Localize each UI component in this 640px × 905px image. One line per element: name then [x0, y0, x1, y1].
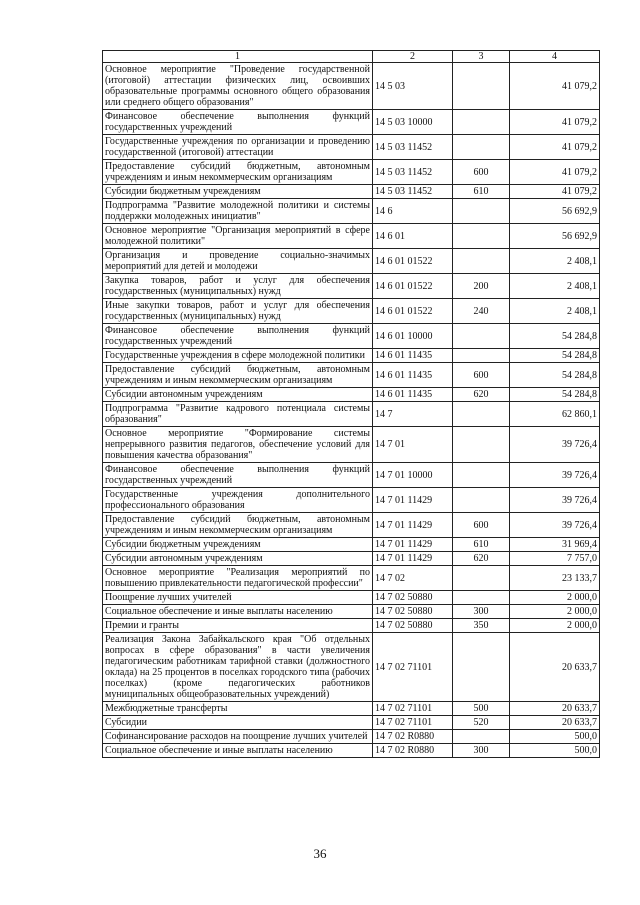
row-name-cell: Закупка товаров, работ и услуг для обеспечения государственных (муниципальных) нужд [103, 274, 373, 299]
row-code-cell: 14 6 01 [373, 224, 453, 249]
row-name-cell: Предоставление субсидий бюджетным, автономным учреждениям и иным некоммерческим организациям [103, 513, 373, 538]
row-type-cell [453, 349, 510, 363]
row-type-cell: 300 [453, 744, 510, 758]
row-code-cell: 14 7 01 11429 [373, 488, 453, 513]
row-name-cell: Государственные учреждения по организации и проведению государственной (итоговой) аттестации [103, 135, 373, 160]
row-code-cell: 14 6 01 01522 [373, 249, 453, 274]
table-row [103, 566, 600, 591]
budget-table-sheet [102, 50, 599, 758]
row-code-cell: 14 7 02 71101 [373, 702, 453, 716]
row-code-cell: 14 5 03 [373, 63, 453, 110]
row-code-cell: 14 5 03 11452 [373, 185, 453, 199]
row-amount-cell: 41 079,2 [510, 110, 600, 135]
row-amount-cell: 39 726,4 [510, 488, 600, 513]
row-type-cell [453, 135, 510, 160]
row-code-cell: 14 7 02 71101 [373, 716, 453, 730]
row-name-cell: Подпрограмма "Развитие молодежной политики и системы поддержки молодежных инициатив" [103, 199, 373, 224]
row-amount-cell: 56 692,9 [510, 199, 600, 224]
row-code-cell: 14 5 03 10000 [373, 110, 453, 135]
row-code-cell: 14 6 01 11435 [373, 349, 453, 363]
table-row [103, 160, 600, 185]
row-type-cell [453, 199, 510, 224]
table-row [103, 388, 600, 402]
table-row [103, 274, 600, 299]
table-body [103, 63, 600, 758]
row-type-cell: 200 [453, 274, 510, 299]
row-name-cell: Основное мероприятие "Организация мероприятий в сфере молодежной политики" [103, 224, 373, 249]
table-row [103, 199, 600, 224]
row-code-cell: 14 5 03 11452 [373, 160, 453, 185]
row-code-cell: 14 6 01 11435 [373, 363, 453, 388]
table-row [103, 63, 600, 110]
table-row [103, 488, 600, 513]
table-row [103, 605, 600, 619]
table-row [103, 552, 600, 566]
row-amount-cell: 7 757,0 [510, 552, 600, 566]
row-amount-cell: 39 726,4 [510, 513, 600, 538]
row-amount-cell: 500,0 [510, 744, 600, 758]
row-type-cell [453, 488, 510, 513]
row-code-cell: 14 5 03 11452 [373, 135, 453, 160]
row-amount-cell: 2 000,0 [510, 605, 600, 619]
page-number: 36 [313, 846, 327, 861]
row-name-cell: Субсидии бюджетным учреждениям [103, 185, 373, 199]
table-row [103, 702, 600, 716]
row-code-cell: 14 7 02 50880 [373, 619, 453, 633]
row-code-cell: 14 7 02 50880 [373, 605, 453, 619]
row-code-cell: 14 6 01 01522 [373, 299, 453, 324]
row-type-cell [453, 427, 510, 463]
row-amount-cell: 20 633,7 [510, 702, 600, 716]
row-name-cell: Социальное обеспечение и иные выплаты населению [103, 744, 373, 758]
row-name-cell: Иные закупки товаров, работ и услуг для обеспечения государственных (муниципальных) нужд [103, 299, 373, 324]
row-type-cell [453, 224, 510, 249]
table-row [103, 224, 600, 249]
row-name-cell: Софинансирование расходов на поощрение лучших учителей [103, 730, 373, 744]
table-row [103, 730, 600, 744]
row-type-cell: 520 [453, 716, 510, 730]
table-row [103, 716, 600, 730]
row-amount-cell: 41 079,2 [510, 135, 600, 160]
row-type-cell: 600 [453, 513, 510, 538]
row-amount-cell: 31 969,4 [510, 538, 600, 552]
row-type-cell: 300 [453, 605, 510, 619]
row-name-cell: Субсидии [103, 716, 373, 730]
row-code-cell: 14 7 02 50880 [373, 591, 453, 605]
table-row [103, 463, 600, 488]
row-name-cell: Финансовое обеспечение выполнения функций государственных учреждений [103, 463, 373, 488]
row-name-cell: Субсидии бюджетным учреждениям [103, 538, 373, 552]
row-name-cell: Основное мероприятие "Формирование системы непрерывного развития педагогов, обеспечение условий для повышения качества образования" [103, 427, 373, 463]
row-type-cell [453, 730, 510, 744]
row-code-cell: 14 7 02 [373, 566, 453, 591]
row-amount-cell: 23 133,7 [510, 566, 600, 591]
row-amount-cell: 2 408,1 [510, 299, 600, 324]
table-row [103, 324, 600, 349]
row-amount-cell: 500,0 [510, 730, 600, 744]
table-header-row [103, 51, 600, 63]
row-name-cell: Государственные учреждения дополнительного профессионального образования [103, 488, 373, 513]
row-amount-cell: 2 408,1 [510, 274, 600, 299]
row-type-cell [453, 63, 510, 110]
row-name-cell: Предоставление субсидий бюджетным, автономным учреждениям и иным некоммерческим организациям [103, 363, 373, 388]
row-type-cell [453, 402, 510, 427]
column-header-4: 4 [510, 51, 600, 63]
row-code-cell: 14 7 02 R0880 [373, 730, 453, 744]
table-row [103, 135, 600, 160]
row-name-cell: Поощрение лучших учителей [103, 591, 373, 605]
row-name-cell: Финансовое обеспечение выполнения функций государственных учреждений [103, 110, 373, 135]
table-row [103, 299, 600, 324]
row-name-cell: Финансовое обеспечение выполнения функций государственных учреждений [103, 324, 373, 349]
row-amount-cell: 54 284,8 [510, 349, 600, 363]
row-amount-cell: 20 633,7 [510, 716, 600, 730]
row-amount-cell: 39 726,4 [510, 427, 600, 463]
row-type-cell [453, 110, 510, 135]
row-code-cell: 14 7 01 11429 [373, 538, 453, 552]
table-row [103, 363, 600, 388]
row-type-cell: 500 [453, 702, 510, 716]
table-row [103, 591, 600, 605]
row-code-cell: 14 7 01 11429 [373, 552, 453, 566]
row-name-cell: Подпрограмма "Развитие кадрового потенциала системы образования" [103, 402, 373, 427]
row-name-cell: Организация и проведение социально-значимых мероприятий для детей и молодежи [103, 249, 373, 274]
table-row [103, 427, 600, 463]
row-type-cell: 350 [453, 619, 510, 633]
row-type-cell: 600 [453, 160, 510, 185]
row-amount-cell: 56 692,9 [510, 224, 600, 249]
table-row [103, 349, 600, 363]
budget-table [102, 50, 600, 758]
row-type-cell [453, 591, 510, 605]
column-header-3: 3 [453, 51, 510, 63]
table-row [103, 633, 600, 702]
row-code-cell: 14 7 01 10000 [373, 463, 453, 488]
row-code-cell: 14 6 01 01522 [373, 274, 453, 299]
row-name-cell: Субсидии автономным учреждениям [103, 552, 373, 566]
row-amount-cell: 54 284,8 [510, 363, 600, 388]
row-amount-cell: 2 000,0 [510, 591, 600, 605]
row-name-cell: Субсидии автономным учреждениям [103, 388, 373, 402]
table-row [103, 249, 600, 274]
row-code-cell: 14 7 [373, 402, 453, 427]
row-code-cell: 14 7 01 11429 [373, 513, 453, 538]
row-type-cell: 240 [453, 299, 510, 324]
table-row [103, 110, 600, 135]
row-amount-cell: 41 079,2 [510, 63, 600, 110]
row-amount-cell: 62 860,1 [510, 402, 600, 427]
row-code-cell: 14 6 01 11435 [373, 388, 453, 402]
column-header-2: 2 [373, 51, 453, 63]
row-code-cell: 14 6 01 10000 [373, 324, 453, 349]
row-name-cell: Основное мероприятие "Проведение государственной (итоговой) аттестации физических лиц, освоивших образовательные программы основного общего образования или среднего общего образования" [103, 63, 373, 110]
table-row [103, 744, 600, 758]
row-type-cell: 610 [453, 538, 510, 552]
row-name-cell: Предоставление субсидий бюджетным, автономным учреждениям и иным некоммерческим организациям [103, 160, 373, 185]
table-row [103, 538, 600, 552]
row-amount-cell: 54 284,8 [510, 388, 600, 402]
row-code-cell: 14 7 02 R0880 [373, 744, 453, 758]
row-type-cell: 620 [453, 552, 510, 566]
row-type-cell: 600 [453, 363, 510, 388]
row-type-cell [453, 566, 510, 591]
table-row [103, 402, 600, 427]
row-type-cell [453, 324, 510, 349]
table-row [103, 185, 600, 199]
row-amount-cell: 54 284,8 [510, 324, 600, 349]
table-row [103, 513, 600, 538]
row-type-cell [453, 249, 510, 274]
row-amount-cell: 41 079,2 [510, 160, 600, 185]
row-type-cell: 620 [453, 388, 510, 402]
row-name-cell: Межбюджетные трансферты [103, 702, 373, 716]
row-amount-cell: 39 726,4 [510, 463, 600, 488]
row-amount-cell: 41 079,2 [510, 185, 600, 199]
row-name-cell: Основное мероприятие "Реализация мероприятий по повышению привлекательности педагогической профессии" [103, 566, 373, 591]
row-type-cell [453, 633, 510, 702]
row-type-cell: 610 [453, 185, 510, 199]
row-code-cell: 14 7 01 [373, 427, 453, 463]
row-code-cell: 14 7 02 71101 [373, 633, 453, 702]
row-name-cell: Социальное обеспечение и иные выплаты населению [103, 605, 373, 619]
row-amount-cell: 20 633,7 [510, 633, 600, 702]
row-name-cell: Государственные учреждения в сфере молодежной политики [103, 349, 373, 363]
row-type-cell [453, 463, 510, 488]
row-amount-cell: 2 408,1 [510, 249, 600, 274]
row-code-cell: 14 6 [373, 199, 453, 224]
table-row [103, 619, 600, 633]
row-amount-cell: 2 000,0 [510, 619, 600, 633]
row-name-cell: Реализация Закона Забайкальского края "Об отдельных вопросах в сфере образования" в части увеличения педагогическим работникам тарифной ставки (должностного оклада) на 25 процентов в поселках городского типа (рабочих поселках) (кроме педагогических работников муниципальных общеобразовательных учреждений) [103, 633, 373, 702]
row-name-cell: Премии и гранты [103, 619, 373, 633]
column-header-1: 1 [103, 51, 373, 63]
